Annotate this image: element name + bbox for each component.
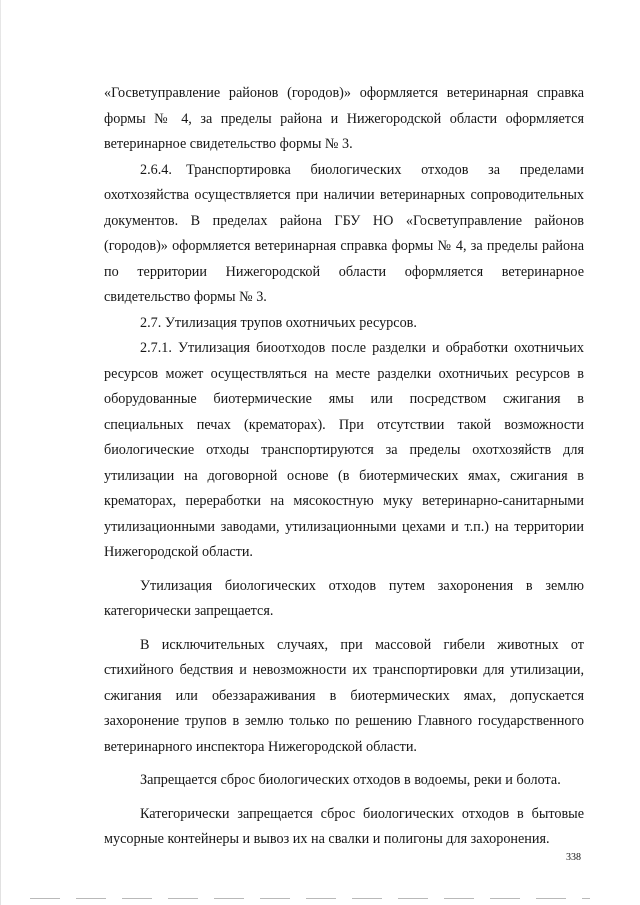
paragraph-exceptional-cases: В исключительных случаях, при массовой гибели животных от стихийного бедствия и невозможности их транспортировки для утилизации, сжигания или обеззараживания в биотермических ямах, допускается захоронение трупов в землю только по решению Главного государственного ветеринарного инспектора Нижегородской области.: [104, 636, 584, 755]
paragraph-burial-prohibited: Утилизация биологических отходов путем захоронения в землю категорически запрещается.: [104, 577, 584, 619]
section-heading-2-7: 2.7. Утилизация трупов охотничьих ресурсов.: [140, 314, 417, 331]
scan-bottom-artifact: [30, 898, 590, 899]
paragraph-water-discharge: Запрещается сброс биологических отходов в водоемы, реки и болота.: [140, 772, 561, 788]
paragraph-containers: Категорически запрещается сброс биологических отходов в бытовые мусорные контейнеры и вывоз их на свалки и полигоны для захоронения.: [104, 805, 584, 847]
paragraph-continuation: «Госветуправление районов (городов)» оформляется ветеринарная справка формы № 4, за пределы района и Нижегородской области оформляется ветеринарное свидетельство формы № 3.: [104, 85, 584, 152]
page-number: 338: [566, 852, 581, 863]
paragraph-2-7-1: 2.7.1. Утилизация биоотходов после разделки и обработки охотничьих ресурсов может осуществляться на месте разделки охотничьих ресурсов в оборудованные биотермические ямы или посредством сжигания в специальных печах (крематорах). При отсутствии такой возможности биологические отходы транспортируются за пределы охотхозяйств для утилизации на договорной основе (в биотермических ямах, сжигания в крематорах, переработки на мясокостную муку ветеринарно-санитарными утилизационными заводами, утилизационными цехами и т.п.) на территории Нижегородской области.: [104, 340, 584, 560]
scan-left-edge: [0, 0, 1, 905]
document-body: [104, 81, 584, 853]
paragraph-2-6-4: 2.6.4. Транспортировка биологических отходов за пределами охотхозяйства осуществляется при наличии ветеринарных сопроводительных документов. В пределах района ГБУ НО «Госветуправление районов (городов)» оформляется ветеринарная справка формы № 4, за пределы района по территории Нижегородской области оформляется ветеринарное свидетельство формы № 3.: [104, 161, 584, 305]
